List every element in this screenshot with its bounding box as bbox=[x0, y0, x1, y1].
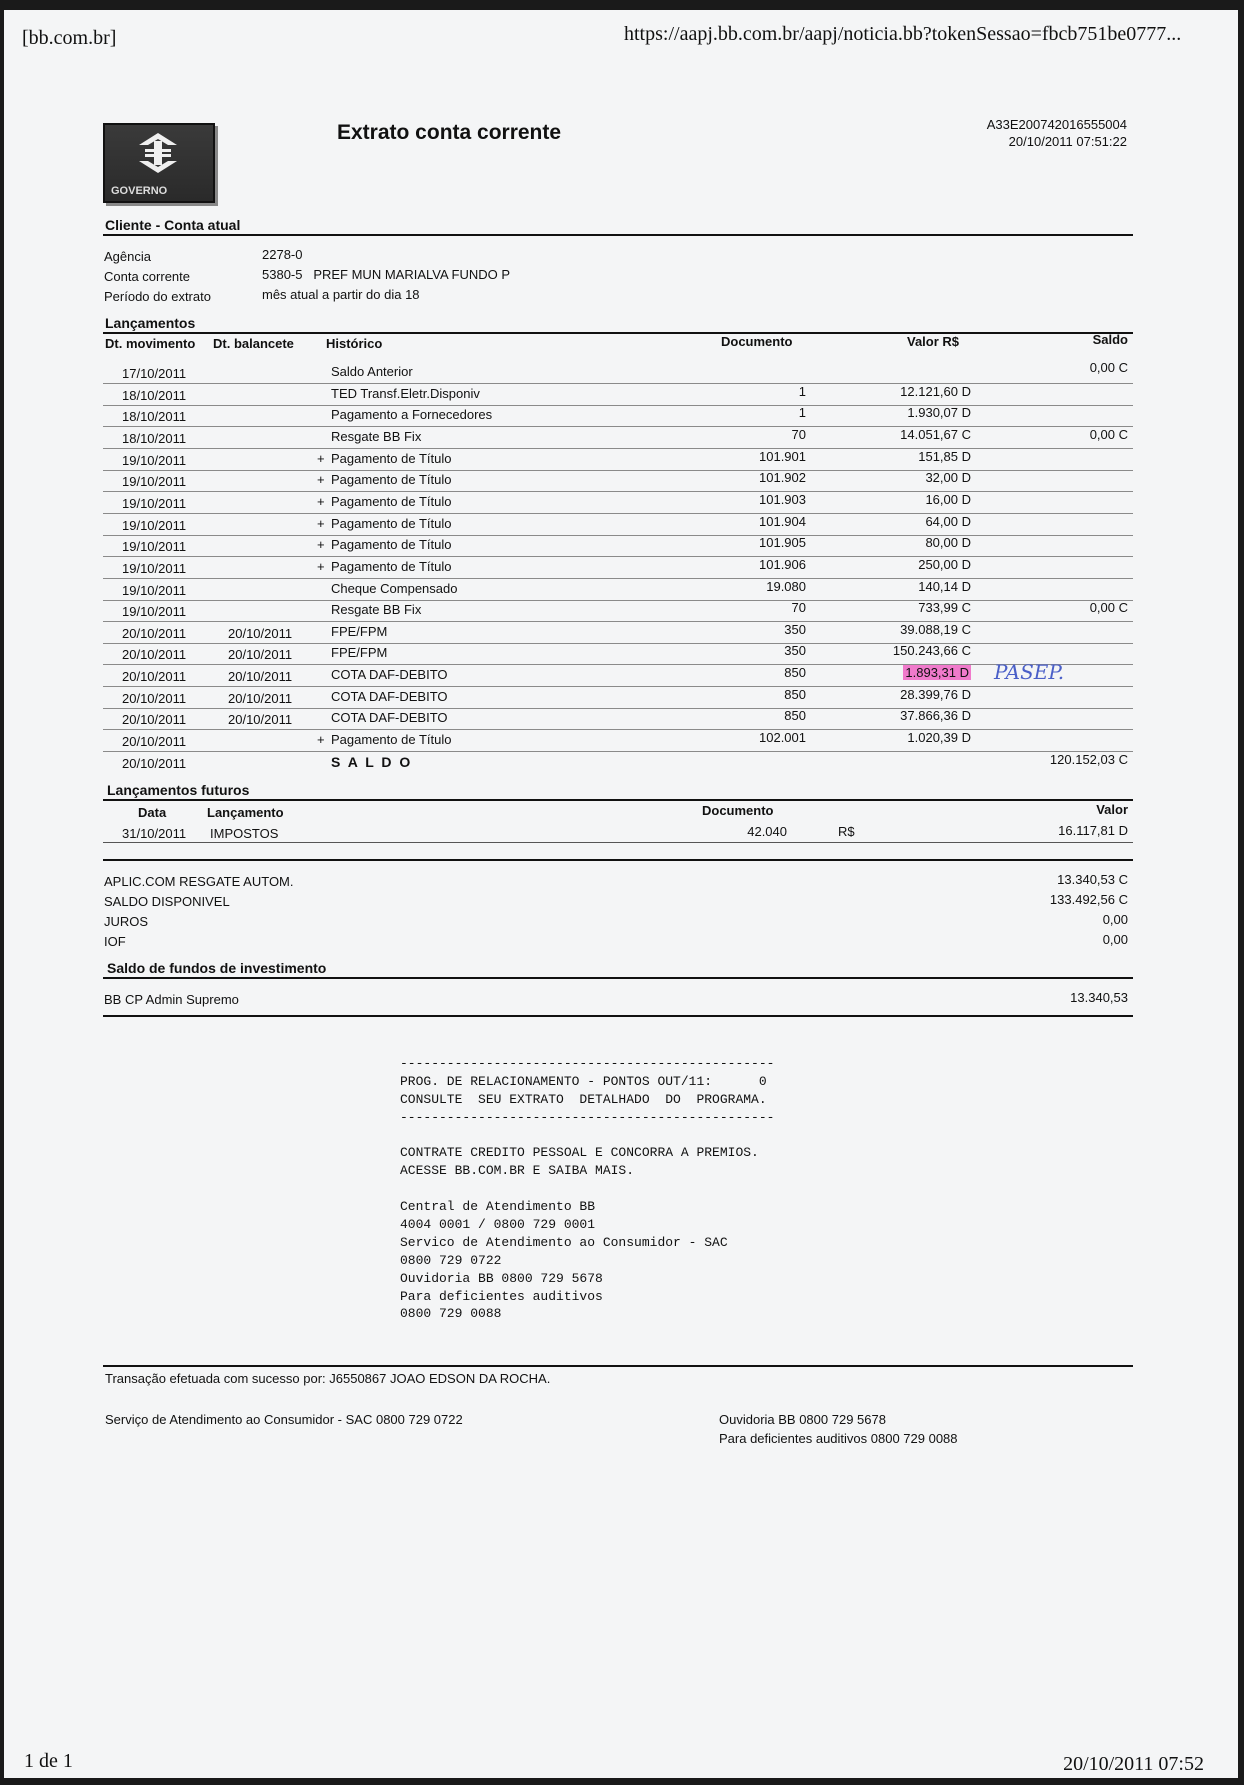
row-dt-movimento: 18/10/2011 bbox=[122, 388, 187, 403]
row-valor: 1.020,39 D bbox=[907, 730, 971, 745]
row-documento: 1 bbox=[798, 384, 806, 399]
row-divider bbox=[103, 491, 1133, 492]
row-dt-movimento: 20/10/2011 bbox=[122, 647, 187, 662]
col-header-data: Data bbox=[138, 805, 167, 820]
divider bbox=[103, 842, 1133, 843]
row-valor: 39.088,19 C bbox=[900, 622, 971, 637]
row-valor: 250,00 D bbox=[918, 557, 971, 572]
sac-contact: Serviço de Atendimento ao Consumidor - SAC 0800 729 0722 bbox=[105, 1412, 463, 1427]
contact-line: 0800 729 0722 bbox=[400, 1253, 502, 1268]
row-documento: 1 bbox=[798, 405, 806, 420]
row-historico: COTA DAF-DEBITO bbox=[331, 667, 448, 682]
divider bbox=[103, 799, 1133, 801]
row-historico: S A L D O bbox=[331, 754, 413, 770]
hearing-impaired-contact: Para deficientes auditivos 0800 729 0088 bbox=[719, 1431, 958, 1446]
row-documento: 850 bbox=[784, 687, 806, 702]
future-value: 16.117,81 D bbox=[1058, 823, 1128, 838]
row-documento: 850 bbox=[784, 665, 806, 680]
row-saldo: 120.152,03 C bbox=[1049, 752, 1128, 767]
future-date: 31/10/2011 bbox=[122, 826, 187, 841]
site-label: [bb.com.br] bbox=[22, 27, 117, 49]
row-divider bbox=[103, 405, 1133, 406]
section-futuros-title: Lançamentos futuros bbox=[107, 782, 250, 798]
row-dt-movimento: 20/10/2011 bbox=[122, 691, 187, 706]
row-historico: Pagamento de Título bbox=[331, 516, 452, 531]
row-valor: 733,99 C bbox=[918, 600, 971, 615]
future-document: 42.040 bbox=[747, 824, 787, 839]
cliente-field-value: 5380-5 PREF MUN MARIALVA FUNDO P bbox=[262, 267, 511, 282]
row-historico: TED Transf.Eletr.Disponiv bbox=[331, 386, 480, 401]
bb-logo bbox=[103, 123, 215, 203]
row-documento: 102.001 bbox=[759, 730, 806, 745]
row-divider bbox=[103, 513, 1133, 514]
row-plus-sign: + bbox=[317, 537, 325, 552]
col-header-historico: Histórico bbox=[326, 336, 383, 351]
row-historico: Resgate BB Fix bbox=[331, 602, 422, 617]
contact-line: Para deficientes auditivos bbox=[400, 1289, 603, 1304]
row-valor: 1.893,31 D bbox=[905, 665, 969, 680]
divider bbox=[103, 1015, 1133, 1017]
row-dt-balancete: 20/10/2011 bbox=[228, 647, 293, 662]
fund-value: 13.340,53 bbox=[1070, 990, 1128, 1005]
contact-line: Ouvidoria BB 0800 729 5678 bbox=[400, 1271, 603, 1286]
cliente-field-label: Período do extrato bbox=[104, 289, 211, 304]
row-dt-movimento: 19/10/2011 bbox=[122, 583, 187, 598]
row-documento: 101.902 bbox=[759, 470, 806, 485]
row-historico: Pagamento de Título bbox=[331, 451, 452, 466]
divider bbox=[103, 859, 1133, 861]
row-dt-movimento: 19/10/2011 bbox=[122, 453, 187, 468]
row-divider bbox=[103, 535, 1133, 536]
row-documento: 850 bbox=[784, 708, 806, 723]
col-header-documento-futuro: Documento bbox=[702, 803, 774, 818]
summary-label: SALDO DISPONIVEL bbox=[104, 894, 230, 909]
row-documento: 19.080 bbox=[766, 579, 806, 594]
contact-line: 0800 729 0088 bbox=[400, 1306, 502, 1321]
bb-symbol-icon bbox=[135, 131, 181, 175]
fund-name: BB CP Admin Supremo bbox=[104, 992, 239, 1007]
row-valor: 32,00 D bbox=[925, 470, 971, 485]
summary-value: 0,00 bbox=[1102, 932, 1128, 947]
section-cliente-title: Cliente - Conta atual bbox=[105, 217, 241, 233]
program-points-line: PROG. DE RELACIONAMENTO - PONTOS OUT/11: 0 bbox=[400, 1074, 767, 1089]
row-divider bbox=[103, 383, 1133, 384]
future-currency: R$ bbox=[838, 824, 855, 839]
row-dt-movimento: 20/10/2011 bbox=[122, 756, 187, 771]
col-header-dt-balancete: Dt. balancete bbox=[213, 336, 294, 351]
row-dt-movimento: 20/10/2011 bbox=[122, 669, 187, 684]
row-valor: 16,00 D bbox=[925, 492, 971, 507]
row-valor: 14.051,67 C bbox=[900, 427, 971, 442]
row-divider bbox=[103, 643, 1133, 644]
row-dt-movimento: 19/10/2011 bbox=[122, 561, 187, 576]
cliente-field-value: mês atual a partir do dia 18 bbox=[262, 287, 420, 302]
future-entry: IMPOSTOS bbox=[210, 826, 279, 841]
promo-line-1: CONTRATE CREDITO PESSOAL E CONCORRA A PREMIOS. bbox=[400, 1145, 759, 1160]
row-dt-movimento: 18/10/2011 bbox=[122, 431, 187, 446]
divider bbox=[103, 234, 1133, 236]
row-dt-balancete: 20/10/2011 bbox=[228, 691, 293, 706]
document-title: Extrato conta corrente bbox=[337, 121, 562, 144]
row-documento: 350 bbox=[784, 643, 806, 658]
row-historico: Pagamento a Fornecedores bbox=[331, 407, 493, 422]
contact-line: Central de Atendimento BB bbox=[400, 1199, 596, 1214]
row-saldo: 0,00 C bbox=[1089, 427, 1128, 442]
statement-datetime: 20/10/2011 07:51:22 bbox=[1008, 134, 1127, 149]
promo-line-2: ACESSE BB.COM.BR E SAIBA MAIS. bbox=[400, 1163, 635, 1178]
row-plus-sign: + bbox=[317, 559, 325, 574]
summary-value: 133.492,56 C bbox=[1049, 892, 1128, 907]
section-lancamentos-title: Lançamentos bbox=[105, 315, 196, 331]
transaction-confirmation: Transação efetuada com sucesso por: J6550867 JOAO EDSON DA ROCHA. bbox=[105, 1371, 551, 1386]
row-valor: 37.866,36 D bbox=[900, 708, 971, 723]
row-plus-sign: + bbox=[317, 516, 325, 531]
row-dt-movimento: 20/10/2011 bbox=[122, 712, 187, 727]
summary-label: IOF bbox=[104, 934, 126, 949]
contact-line: Servico de Atendimento ao Consumidor - SAC bbox=[400, 1235, 728, 1250]
row-historico: Resgate BB Fix bbox=[331, 429, 422, 444]
summary-label: JUROS bbox=[104, 914, 149, 929]
row-dt-balancete: 20/10/2011 bbox=[228, 669, 293, 684]
row-valor: 64,00 D bbox=[925, 514, 971, 529]
row-saldo: 0,00 C bbox=[1089, 600, 1128, 615]
row-historico: COTA DAF-DEBITO bbox=[331, 710, 448, 725]
col-header-valor: Valor R$ bbox=[907, 334, 960, 349]
row-historico: FPE/FPM bbox=[331, 645, 388, 660]
row-documento: 70 bbox=[791, 600, 806, 615]
print-datetime: 20/10/2011 07:52 bbox=[1063, 1753, 1204, 1775]
row-dt-movimento: 19/10/2011 bbox=[122, 539, 187, 554]
row-divider bbox=[103, 600, 1133, 601]
row-divider bbox=[103, 664, 1133, 665]
col-header-valor-futuro: Valor bbox=[1096, 802, 1128, 817]
row-valor: 151,85 D bbox=[918, 449, 971, 464]
row-historico: FPE/FPM bbox=[331, 624, 388, 639]
row-dt-movimento: 19/10/2011 bbox=[122, 474, 187, 489]
row-divider bbox=[103, 729, 1133, 730]
row-dt-balancete: 20/10/2011 bbox=[228, 712, 293, 727]
row-documento: 350 bbox=[784, 622, 806, 637]
divider bbox=[103, 1365, 1133, 1367]
summary-value: 13.340,53 C bbox=[1057, 872, 1128, 887]
col-header-dt-movimento: Dt. movimento bbox=[105, 336, 196, 351]
divider bbox=[103, 332, 1133, 334]
col-header-saldo: Saldo bbox=[1092, 332, 1128, 347]
row-documento: 101.901 bbox=[759, 449, 806, 464]
row-historico: Pagamento de Título bbox=[331, 472, 452, 487]
summary-label: APLIC.COM RESGATE AUTOM. bbox=[104, 874, 294, 889]
row-documento: 101.904 bbox=[759, 514, 806, 529]
row-plus-sign: + bbox=[317, 494, 325, 509]
row-divider bbox=[103, 578, 1133, 579]
row-valor: 28.399,76 D bbox=[900, 687, 971, 702]
cliente-field-label: Conta corrente bbox=[104, 269, 190, 284]
section-fundos-title: Saldo de fundos de investimento bbox=[107, 960, 327, 976]
row-documento: 101.906 bbox=[759, 557, 806, 572]
statement-code: A33E200742016555004 bbox=[986, 117, 1127, 132]
page-url[interactable]: https://aapj.bb.com.br/aapj/noticia.bb?tokenSessao=fbcb751be0777... bbox=[624, 23, 1182, 45]
row-historico: Saldo Anterior bbox=[331, 364, 413, 379]
row-valor: 12.121,60 D bbox=[900, 384, 971, 399]
message-separator-top: ------------------------------------------------ bbox=[400, 1056, 775, 1071]
row-documento: 101.903 bbox=[759, 492, 806, 507]
row-valor: 140,14 D bbox=[918, 579, 971, 594]
program-consult-line: CONSULTE SEU EXTRATO DETALHADO DO PROGRAMA. bbox=[400, 1092, 767, 1107]
row-dt-movimento: 18/10/2011 bbox=[122, 409, 187, 424]
row-plus-sign: + bbox=[317, 732, 325, 747]
row-divider bbox=[103, 708, 1133, 709]
col-header-documento: Documento bbox=[721, 334, 793, 349]
row-valor: 80,00 D bbox=[925, 535, 971, 550]
row-historico: Pagamento de Título bbox=[331, 494, 452, 509]
handwritten-note: PASEP. bbox=[994, 660, 1065, 684]
row-documento: 70 bbox=[791, 427, 806, 442]
row-dt-movimento: 19/10/2011 bbox=[122, 518, 187, 533]
row-dt-balancete: 20/10/2011 bbox=[228, 626, 293, 641]
page-count: 1 de 1 bbox=[24, 1750, 73, 1772]
row-dt-movimento: 19/10/2011 bbox=[122, 604, 187, 619]
row-dt-movimento: 20/10/2011 bbox=[122, 734, 187, 749]
row-historico: COTA DAF-DEBITO bbox=[331, 689, 448, 704]
row-divider bbox=[103, 426, 1133, 427]
row-divider bbox=[103, 621, 1133, 622]
logo-caption: GOVERNO bbox=[111, 185, 168, 197]
row-historico: Pagamento de Título bbox=[331, 732, 452, 747]
row-documento: 101.905 bbox=[759, 535, 806, 550]
row-dt-movimento: 19/10/2011 bbox=[122, 496, 187, 511]
message-separator-bottom: ------------------------------------------------ bbox=[400, 1110, 775, 1125]
row-historico: Cheque Compensado bbox=[331, 581, 458, 596]
row-divider bbox=[103, 686, 1133, 687]
ouvidoria-contact: Ouvidoria BB 0800 729 5678 bbox=[719, 1412, 886, 1427]
row-plus-sign: + bbox=[317, 472, 325, 487]
cliente-field-label: Agência bbox=[104, 249, 151, 264]
statement-page bbox=[4, 10, 1238, 1778]
col-header-lancamento: Lançamento bbox=[207, 805, 284, 820]
summary-value: 0,00 bbox=[1102, 912, 1128, 927]
row-divider bbox=[103, 470, 1133, 471]
row-divider bbox=[103, 751, 1133, 752]
row-saldo: 0,00 C bbox=[1089, 360, 1128, 375]
divider bbox=[103, 977, 1133, 979]
row-historico: Pagamento de Título bbox=[331, 559, 452, 574]
row-historico: Pagamento de Título bbox=[331, 537, 452, 552]
row-plus-sign: + bbox=[317, 451, 325, 466]
row-valor: 150.243,66 C bbox=[892, 643, 971, 658]
row-divider bbox=[103, 448, 1133, 449]
row-dt-movimento: 17/10/2011 bbox=[122, 366, 187, 381]
row-dt-movimento: 20/10/2011 bbox=[122, 626, 187, 641]
row-divider bbox=[103, 556, 1133, 557]
contact-line: 4004 0001 / 0800 729 0001 bbox=[400, 1217, 596, 1232]
cliente-field-value: 2278-0 bbox=[262, 247, 303, 262]
row-valor: 1.930,07 D bbox=[907, 405, 971, 420]
